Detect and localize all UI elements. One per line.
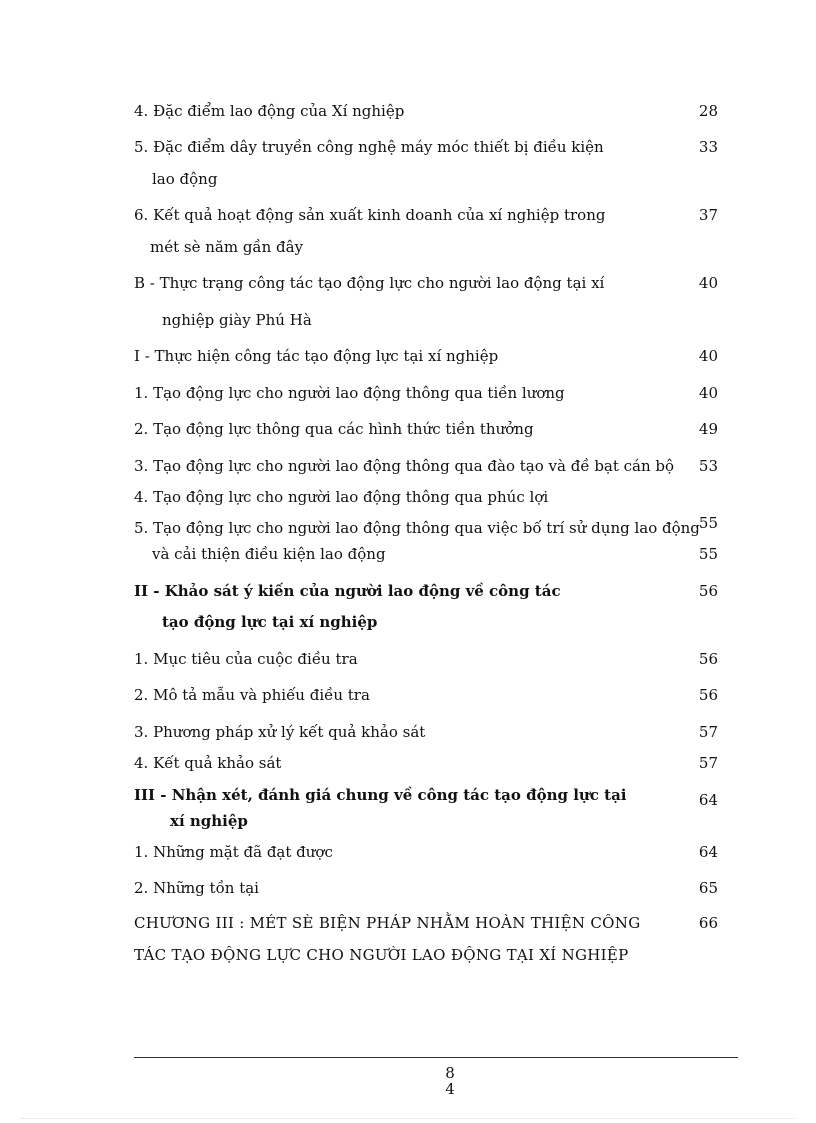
footer-divider: [134, 1057, 738, 1058]
toc-section-title: III - Nhận xét, đánh giá chung về công tác tạo động lực tại: [134, 786, 627, 804]
toc-entry-page: 37: [698, 206, 718, 224]
toc-entry-title: B - Thực trạng công tác tạo động lực cho người lao động tại xí: [134, 274, 605, 292]
toc-entry-title: 2. Mô tả mẫu và phiếu điều tra: [134, 686, 370, 704]
toc-entry-page: 56: [698, 650, 718, 668]
page-number: 8: [445, 1064, 455, 1082]
toc-entry-page: 57: [698, 723, 718, 741]
toc-entry-title: 1. Tạo động lực cho người lao động thông qua tiền lương: [134, 384, 565, 402]
toc-entry-title: 2. Những tồn tại: [134, 879, 259, 897]
toc-entry-title-continued: nghiệp giày Phú Hà: [162, 311, 312, 329]
toc-entry-page: 65: [698, 879, 718, 897]
toc-entry-title: 2. Tạo động lực thông qua các hình thức tiền thưởng: [134, 420, 534, 438]
toc-entry-page: 66: [698, 914, 718, 932]
toc-entry-title: 3. Tạo động lực cho người lao động thông qua đào tạo và đề bạt cán bộ: [134, 457, 675, 475]
toc-chapter-title-continued: TÁC TẠO ĐỘNG LỰC CHO NGƯỜI LAO ĐỘNG TẠI XÍ NGHIỆP: [134, 946, 629, 964]
toc-entry-page: 40: [698, 274, 718, 292]
toc-chapter-title: CHƯƠNG III : MÉT SÈ BIỆN PHÁP NHẰM HOÀN THIỆN CÔNG: [134, 914, 641, 932]
toc-entry-title: 3. Phương pháp xử lý kết quả khảo sát: [134, 723, 426, 741]
page-edge-divider: [20, 1118, 796, 1119]
toc-entry-title-continued: và cải thiện điều kiện lao động: [152, 545, 386, 563]
toc-entry-title: 5. Tạo động lực cho người lao động thông qua việc bố trí sử dụng lao động: [134, 519, 700, 537]
toc-entry-page: 57: [698, 754, 718, 772]
toc-entry-title-continued: mét sè năm gần đây: [150, 238, 304, 256]
toc-entry-title-continued: lao động: [152, 170, 218, 188]
toc-entry-title: 1. Mục tiêu của cuộc điều tra: [134, 650, 358, 668]
page-number-secondary: 4: [445, 1080, 455, 1098]
toc-entry-title: 5. Đặc điểm dây truyền công nghệ máy móc thiết bị điều kiện: [134, 138, 604, 156]
toc-entry-title: 4. Tạo động lực cho người lao động thông qua phúc lợi: [134, 488, 549, 506]
toc-entry-page: 33: [698, 138, 718, 156]
toc-entry-page: 55: [698, 545, 718, 563]
toc-entry-title: I - Thực hiện công tác tạo động lực tại xí nghiệp: [134, 347, 499, 365]
toc-entry-page: 64: [698, 843, 718, 861]
toc-entry-page: 49: [698, 420, 718, 438]
toc-entry-page: 40: [698, 384, 718, 402]
toc-entry-title: 4. Đặc điểm lao động của Xí nghiệp: [134, 102, 405, 120]
toc-entry-title: 6. Kết quả hoạt động sản xuất kinh doanh của xí nghiệp trong: [134, 206, 606, 224]
toc-entry-page: 28: [698, 102, 718, 120]
toc-entry-title: 4. Kết quả khảo sát: [134, 754, 282, 772]
toc-entry-page: 55: [698, 514, 718, 532]
toc-entry-page: 56: [698, 582, 718, 600]
toc-section-title-continued: tạo động lực tại xí nghiệp: [162, 613, 378, 631]
toc-entry-page: 64: [698, 791, 718, 809]
toc-section-title: II - Khảo sát ý kiến của người lao động về công tác: [134, 582, 561, 600]
toc-entry-page: 40: [698, 347, 718, 365]
toc-section-title-continued: xí nghiệp: [170, 812, 248, 830]
toc-entry-title: 1. Những mặt đã đạt được: [134, 843, 333, 861]
toc-entry-page: 56: [698, 686, 718, 704]
toc-entry-page: 53: [698, 457, 718, 475]
